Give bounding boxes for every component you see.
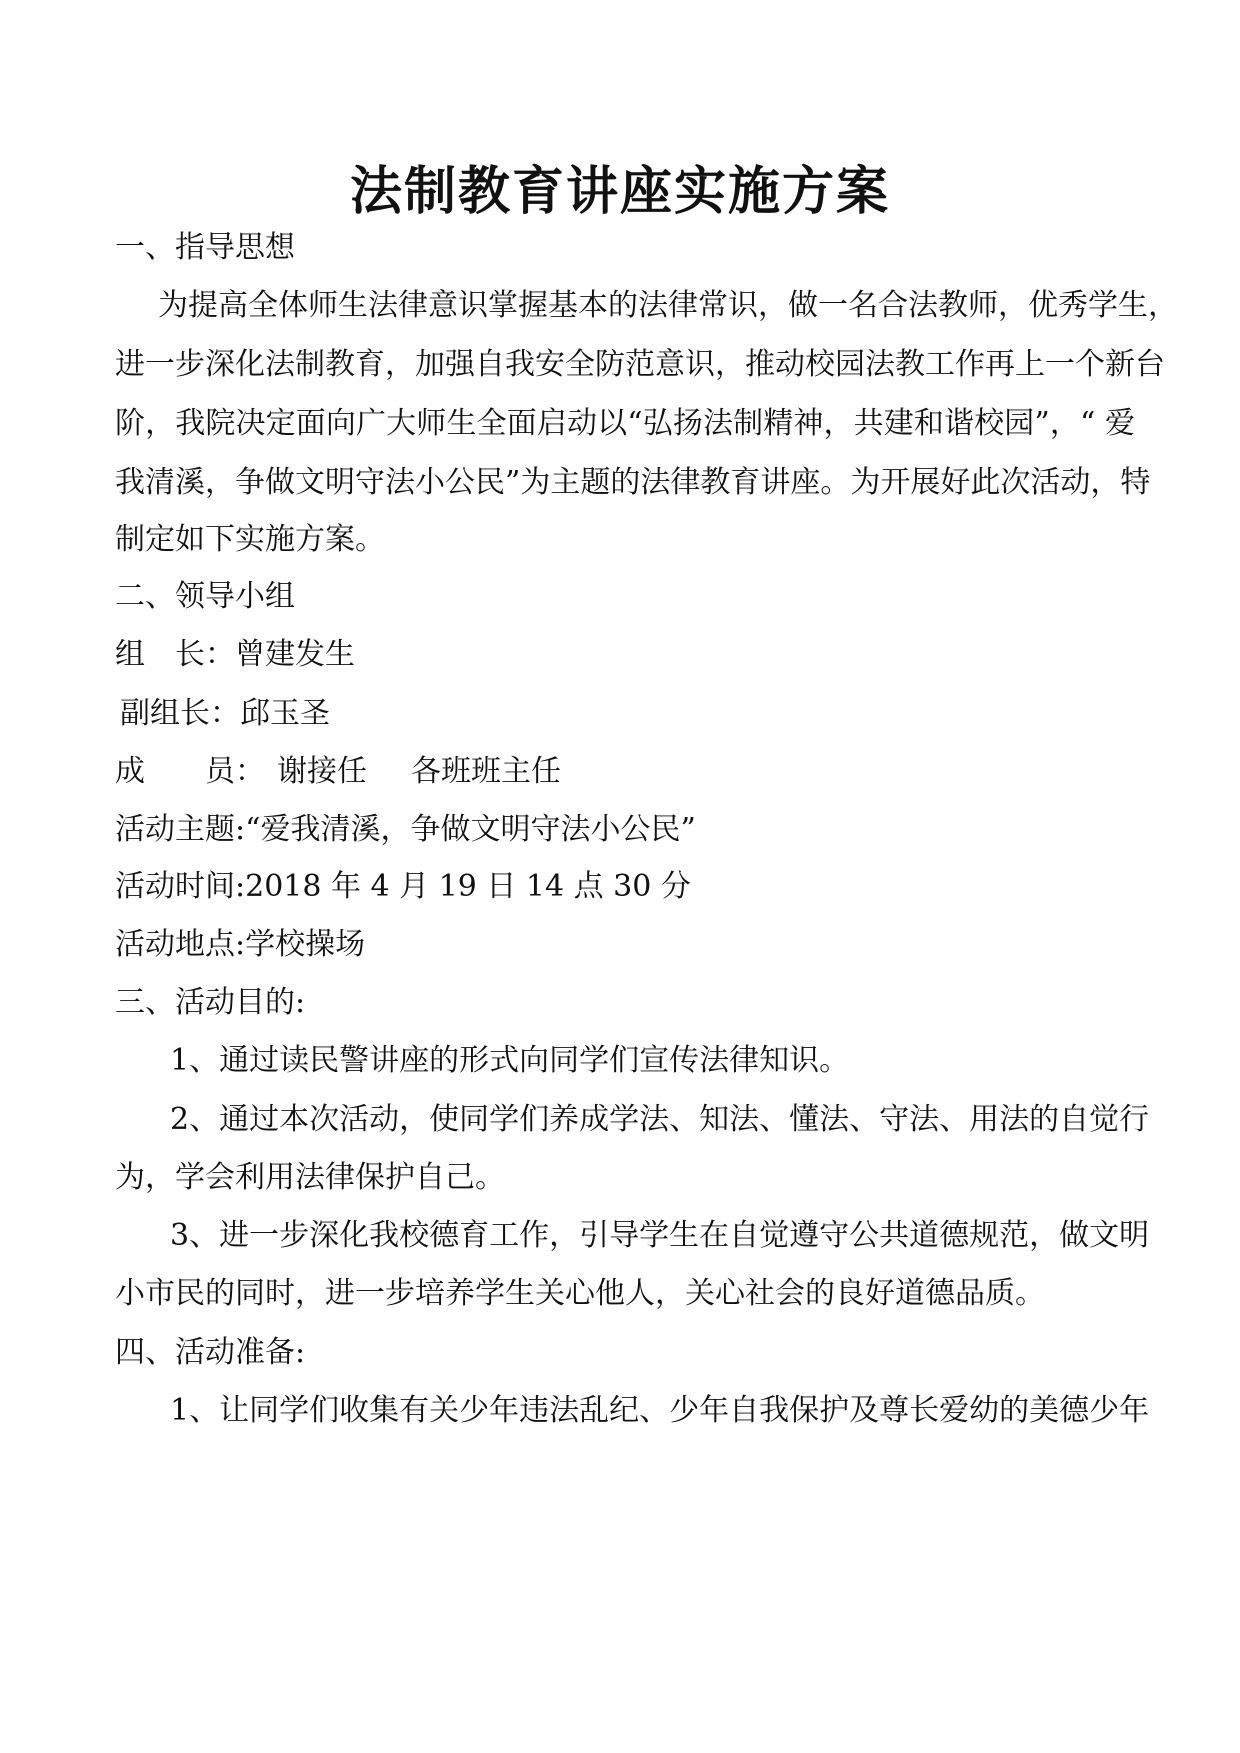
members-row bbox=[115, 752, 1135, 792]
list-item: 1、让同学们收集有关少年违法乱纪、少年自我保护及尊长爱幼的美德少年 bbox=[170, 1393, 1150, 1428]
list-item: 3、进一步深化我校德育工作，引导学生在自觉遵守公共道德规范，做文明 bbox=[170, 1218, 1150, 1253]
theme-value: “爱我清溪，争做文明守法小公民” bbox=[245, 812, 696, 847]
section-heading-leadership-group: 二、领导小组 bbox=[115, 579, 295, 614]
leader-row bbox=[115, 635, 1135, 675]
place-value: 学校操场 bbox=[245, 927, 366, 962]
deputy-leader-row bbox=[120, 694, 1140, 734]
leader-label: 组 长： bbox=[115, 637, 235, 672]
theme-label: 活动主题: bbox=[115, 812, 246, 847]
list-item-continuation: 小市民的同时，进一步培养学生关心他人，关心社会的良好道德品质。 bbox=[115, 1276, 1045, 1311]
list-item: 2、通过本次活动，使同学们养成学法、知法、懂法、守法、用法的自觉行 bbox=[170, 1102, 1150, 1137]
section-heading-activity-purpose: 三、活动目的: bbox=[115, 985, 306, 1020]
member-name: 各班班主任 bbox=[411, 754, 561, 789]
section-heading-guiding-ideology: 一、指导思想 bbox=[115, 230, 295, 265]
section-heading-activity-preparation: 四、活动准备: bbox=[115, 1335, 306, 1370]
paragraph-line: 我清溪，争做文明守法小公民”为主题的法律教育讲座。为开展好此次活动，特 bbox=[115, 465, 1151, 500]
deputy-name: 邱玉圣 bbox=[240, 696, 330, 731]
members-label: 成 员： bbox=[115, 754, 265, 789]
paragraph-line: 阶，我院决定面向广大师生全面启动以“弘扬法制精神，共建和谐校园”，“ 爱 bbox=[115, 406, 1135, 441]
paragraph-line: 制定如下实施方案。 bbox=[115, 522, 385, 557]
time-label: 活动时间: bbox=[115, 869, 246, 904]
time-value: 2018 年 4 月 19 日 14 点 30 分 bbox=[245, 869, 691, 904]
member-name: 谢接任 bbox=[277, 754, 367, 789]
document-title: 法制教育讲座实施方案 bbox=[349, 161, 890, 222]
place-label: 活动地点: bbox=[115, 927, 246, 962]
deputy-label: 副组长： bbox=[120, 696, 240, 731]
list-item: 1、通过读民警讲座的形式向同学们宣传法律知识。 bbox=[170, 1043, 850, 1078]
leader-name: 曾建发生 bbox=[235, 637, 355, 672]
paragraph-line: 为提高全体师生法律意识掌握基本的法律常识，做一名合法教师，优秀学生， bbox=[158, 288, 1178, 323]
list-item-continuation: 为，学会利用法律保护自己。 bbox=[115, 1160, 505, 1195]
activity-theme-row bbox=[115, 810, 1135, 850]
activity-place-row bbox=[115, 925, 1135, 965]
paragraph-line: 进一步深化法制教育，加强自我安全防范意识，推动校园法教工作再上一个新台 bbox=[115, 347, 1165, 382]
activity-time-row bbox=[115, 867, 1135, 907]
